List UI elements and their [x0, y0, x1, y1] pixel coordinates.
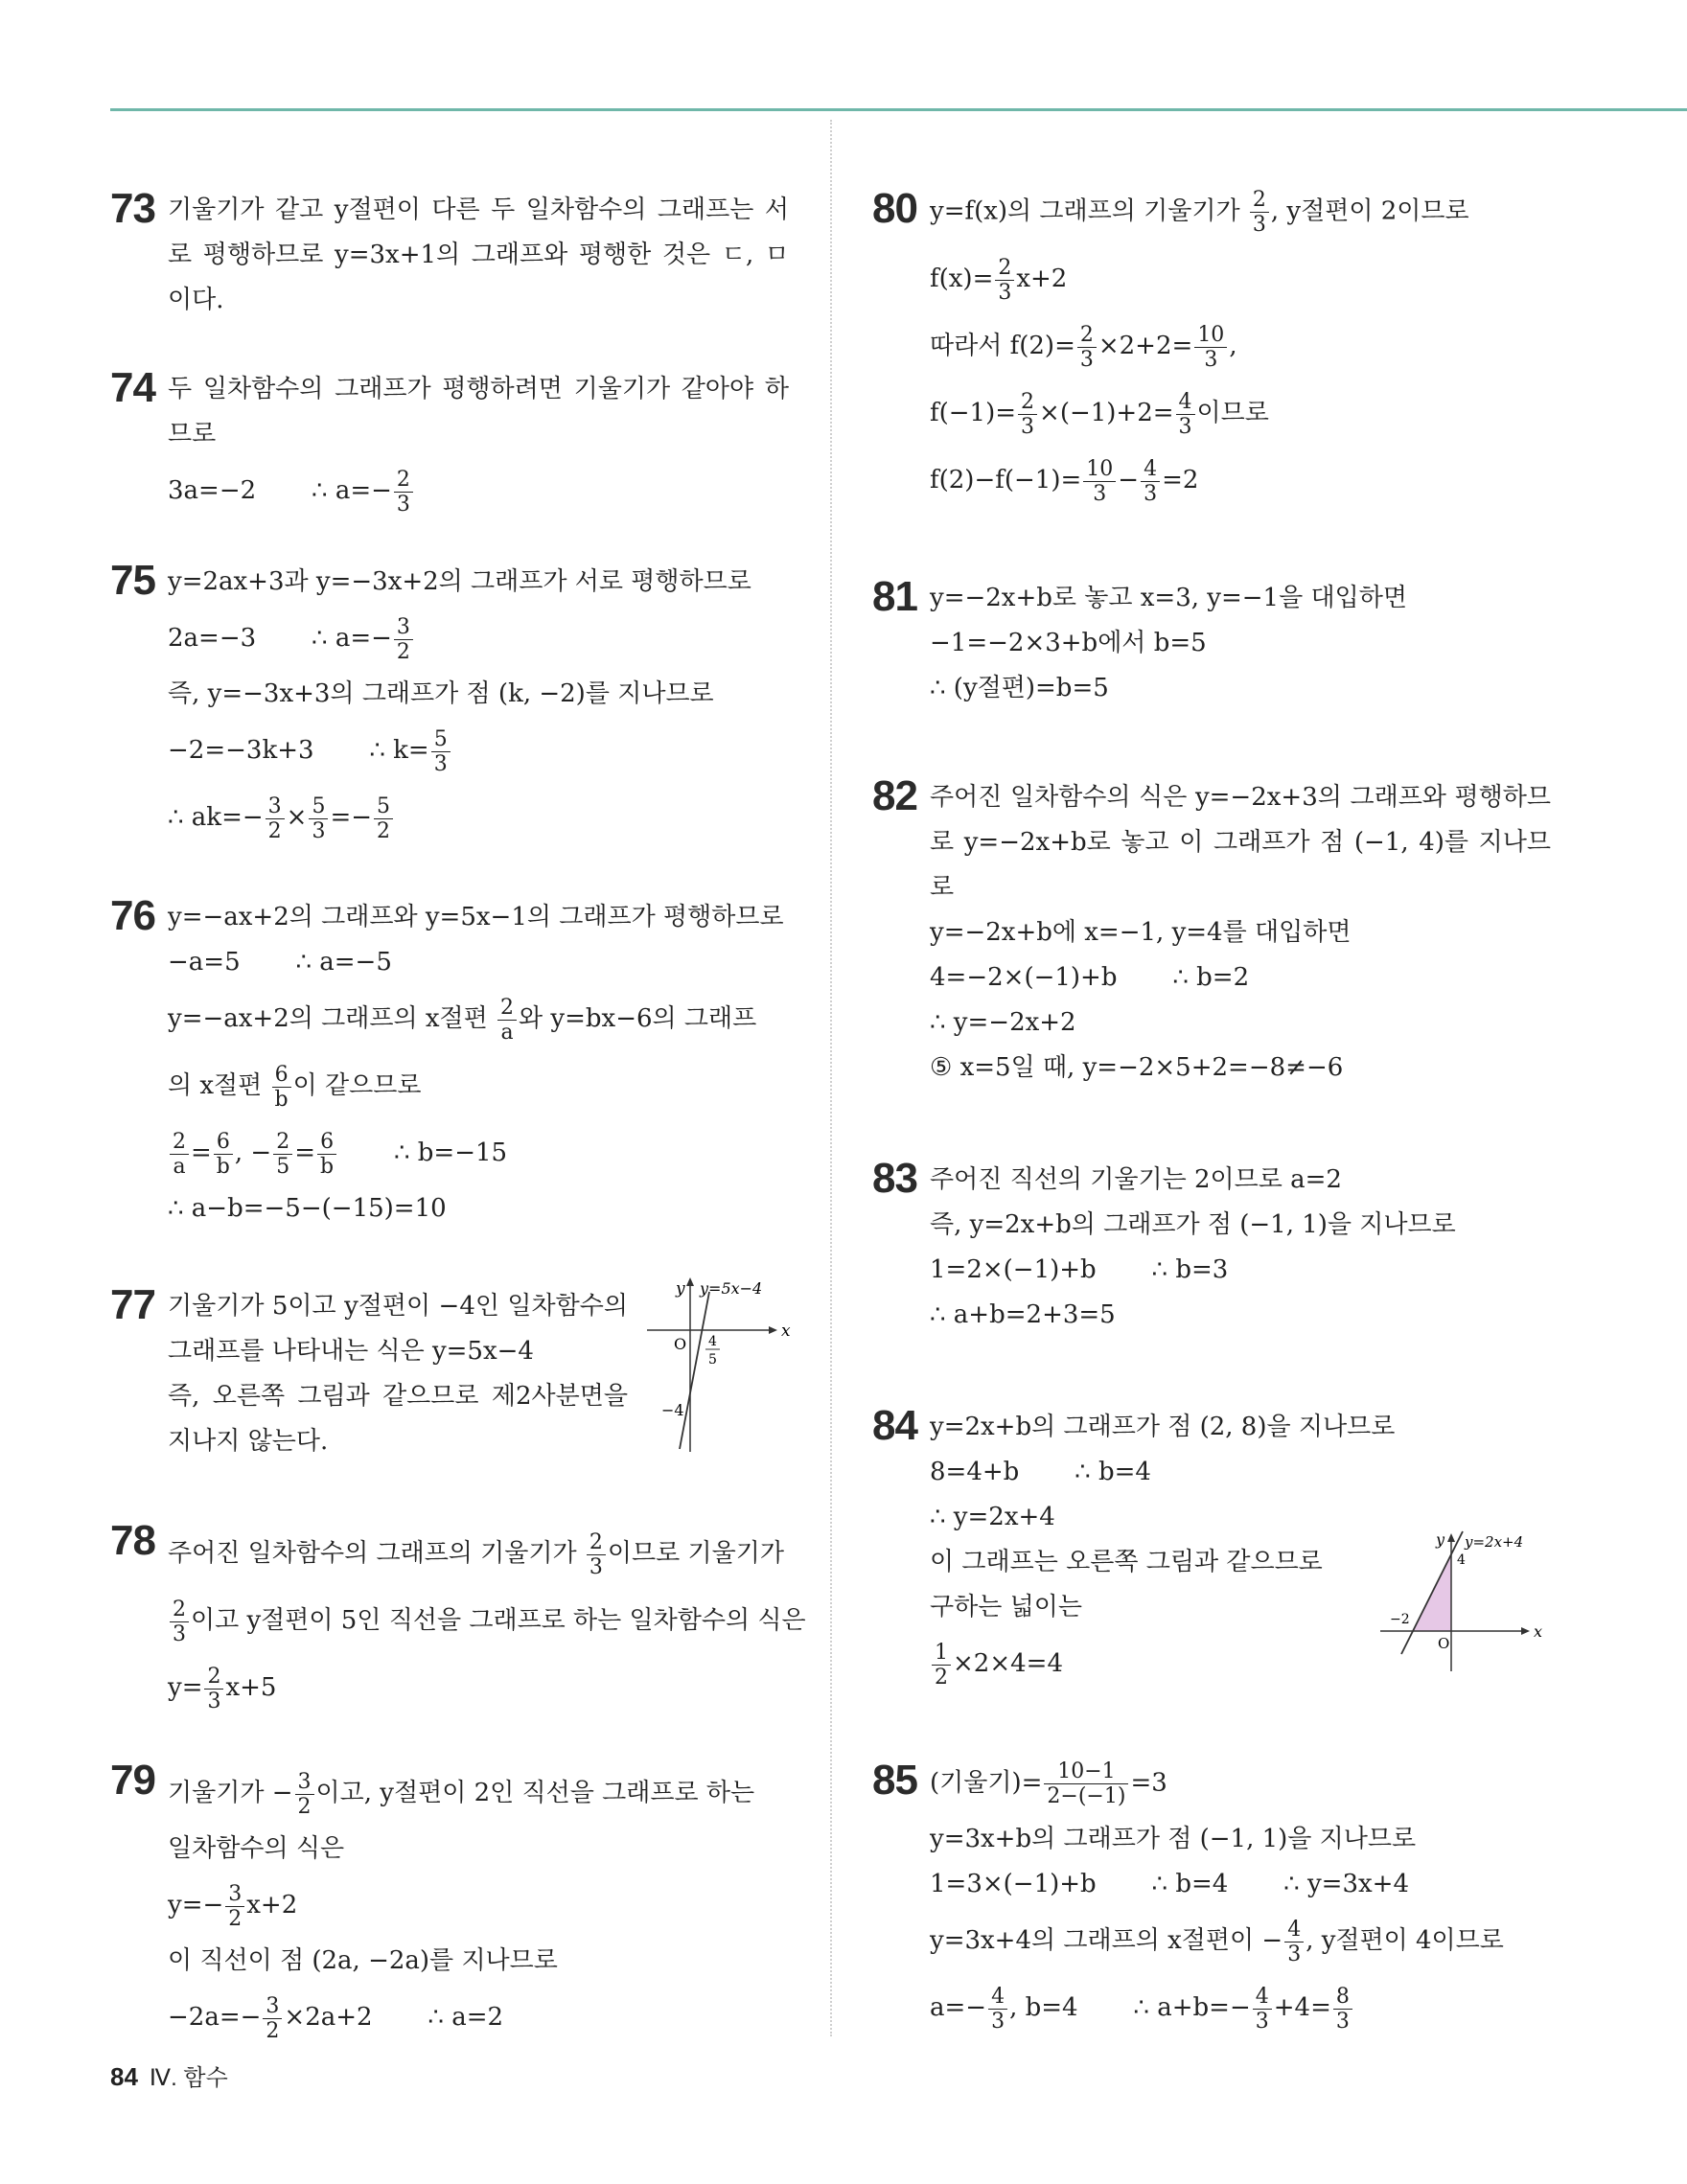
x-axis-arrow	[1521, 1627, 1530, 1635]
numerator: 10−1	[1044, 1759, 1128, 1784]
text: −2a=−	[168, 2003, 262, 2032]
fraction	[988, 1985, 1007, 2034]
numerator: 4	[988, 1985, 1007, 2010]
numerator: 10	[1194, 323, 1227, 348]
problem-number: 77	[110, 1281, 155, 1328]
denominator: 3	[1255, 2009, 1269, 2034]
text: x+2	[246, 1891, 298, 1920]
text: −	[1118, 466, 1140, 494]
denominator: 3	[1144, 481, 1158, 506]
solution-line	[930, 245, 1551, 312]
problem-body	[930, 188, 1551, 514]
solution-line: ∴ y=2x+4	[930, 1503, 1055, 1531]
fraction	[317, 1130, 336, 1179]
problem-number: 79	[110, 1757, 155, 1804]
denominator: a	[500, 1020, 514, 1045]
solution-line	[168, 1520, 789, 1587]
solution-line	[168, 1587, 806, 1654]
problem-number: 78	[110, 1517, 155, 1564]
solution-line	[930, 312, 1551, 379]
numerator: 3	[295, 1770, 314, 1795]
text: y=−ax+2의 그래프의 x절편	[168, 1004, 497, 1033]
denominator: 3	[998, 280, 1012, 305]
solution-line	[930, 447, 1551, 514]
solution-line	[168, 784, 789, 851]
fraction	[1083, 457, 1116, 506]
denominator: 3	[1335, 2009, 1350, 2034]
solution-line: ∴ (y절편)=b=5	[930, 674, 1109, 702]
problem-body	[930, 1759, 1551, 2041]
text: 의 x절편	[168, 1071, 270, 1100]
fraction	[1018, 390, 1037, 439]
numerator: 1	[932, 1641, 951, 1666]
text: =−	[330, 803, 373, 832]
numerator: 3	[263, 1994, 282, 2019]
denominator: 3	[589, 1554, 603, 1579]
fraction	[1194, 323, 1227, 372]
numerator: 2	[1077, 323, 1097, 348]
fraction	[587, 1530, 606, 1579]
text: y=f(x)의 그래프의 기울기가	[930, 196, 1248, 226]
text: , y절편이 4이므로	[1306, 1926, 1504, 1955]
denominator: 2	[266, 2018, 280, 2043]
solution-line: 구하는 넓이는	[930, 1593, 1082, 1621]
numerator: 2	[587, 1530, 606, 1555]
numerator: 2	[497, 996, 517, 1021]
problem-body	[168, 1520, 806, 1721]
solution-line	[168, 1654, 789, 1721]
numerator: 8	[1333, 1985, 1352, 2010]
numerator: 4	[1141, 457, 1160, 482]
solution-line	[930, 1907, 1551, 1974]
numerator: 2	[995, 256, 1014, 281]
denominator: 3	[1178, 414, 1192, 439]
origin-label: O	[1438, 1635, 1450, 1652]
solution-line	[168, 1759, 789, 1827]
graph-equation: y=2x+4	[1465, 1533, 1524, 1551]
problem-number: 84	[872, 1402, 917, 1449]
problem-body	[930, 775, 1551, 1091]
text: (기울기)=	[930, 1768, 1043, 1798]
numerator: 2	[394, 468, 413, 493]
solution-line	[930, 1759, 1551, 1817]
solution-line: 주어진 일차함수의 식은 y=−2x+3의 그래프와 평행하므로 y=−2x+b로 놓고 이 그래프가 점 (−1, 4)를 지나므로	[930, 783, 1551, 902]
text: y=	[168, 1673, 203, 1702]
denominator: b	[320, 1154, 335, 1179]
denominator: 3	[1079, 347, 1094, 372]
problem-number: 82	[872, 772, 917, 819]
graph-84	[1380, 1529, 1553, 1673]
text: 이고, y절편이 2인 직선을 그래프로 하는	[315, 1779, 755, 1807]
denominator: 3	[1093, 481, 1107, 506]
denominator: 2	[935, 1665, 948, 1690]
text: f(−1)=	[930, 399, 1017, 427]
fraction	[225, 1882, 244, 1931]
text: ×2a+2 ∴ a=2	[284, 2003, 504, 2032]
solution-line: y=−2x+b에 x=−1, y=4를 대입하면	[930, 918, 1352, 947]
problem-body	[930, 576, 1551, 711]
graph-equation: y=5x−4	[700, 1279, 763, 1298]
fraction	[394, 468, 413, 517]
fraction	[1253, 1985, 1272, 2034]
text: a=−	[930, 1993, 987, 2022]
solution-line	[930, 1974, 1551, 2041]
denominator: 2−(−1)	[1047, 1784, 1126, 1808]
text: −2=−3k+3 ∴ k=	[168, 736, 429, 765]
x-axis-arrow	[769, 1326, 777, 1334]
numerator: 10	[1083, 457, 1116, 482]
graph-line	[680, 1292, 709, 1449]
denominator: 2	[377, 818, 391, 843]
solution-line	[168, 985, 789, 1052]
numerator: 2	[170, 1130, 189, 1155]
text: ,	[1229, 332, 1237, 360]
problem-number: 75	[110, 557, 155, 604]
denominator: 3	[173, 1621, 186, 1646]
graph-line	[1401, 1531, 1463, 1654]
solution-line: y=−2x+b로 놓고 x=3, y=−1을 대입하면	[930, 584, 1407, 612]
numerator: 5	[431, 727, 451, 752]
solution-line	[168, 1052, 789, 1119]
solution-line: 1=3×(−1)+b ∴ b=4 ∴ y=3x+4	[930, 1870, 1409, 1898]
text: =2	[1162, 466, 1199, 494]
numerator: 6	[272, 1063, 291, 1088]
denominator: 3	[1021, 414, 1035, 439]
fraction	[295, 1770, 314, 1819]
solution-line: y=−ax+2의 그래프와 y=5x−1의 그래프가 평행하므로	[168, 903, 784, 931]
solution-line	[168, 457, 789, 524]
denominator: b	[274, 1087, 289, 1112]
numerator: 5	[309, 794, 328, 819]
solution-line: 즉, 오른쪽 그림과 같으므로 제2사분면을 지나지 않는다.	[168, 1382, 628, 1456]
solution-line: 이 그래프는 오른쪽 그림과 같으므로	[930, 1548, 1323, 1576]
text: ∴ ak=−	[168, 803, 264, 832]
text: , −	[234, 1138, 272, 1167]
problem-body	[168, 367, 789, 524]
numerator: 3	[266, 794, 285, 819]
text: 이 같으므로	[292, 1071, 422, 1100]
text: x+5	[225, 1673, 277, 1702]
denominator: 3	[396, 492, 410, 517]
numerator: 6	[317, 1130, 336, 1155]
fraction	[932, 1641, 951, 1690]
solution-line	[168, 1984, 789, 2051]
problem-body	[168, 188, 789, 323]
problem-body	[168, 560, 789, 851]
x-axis-label: x	[781, 1322, 791, 1341]
solution-line: −1=−2×3+b에서 b=5	[930, 629, 1207, 657]
numerator: 3	[225, 1882, 244, 1907]
solution-line	[168, 1872, 789, 1939]
y-intercept-label: 4	[1457, 1552, 1466, 1568]
fraction	[1141, 457, 1160, 506]
x-intercept-numerator: 4	[708, 1334, 717, 1349]
numerator: 2	[170, 1598, 189, 1622]
solution-line: 주어진 직선의 기울기는 2이므로 a=2	[930, 1165, 1342, 1194]
text: =	[294, 1138, 316, 1167]
text: 따라서 f(2)=	[930, 332, 1075, 360]
fraction	[214, 1130, 233, 1179]
numerator: 2	[273, 1130, 292, 1155]
numerator: 4	[1253, 1985, 1272, 2010]
fraction	[170, 1598, 189, 1646]
solution-line: ∴ y=−2x+2	[930, 1008, 1076, 1037]
solution-line: 즉, y=−3x+3의 그래프가 점 (k, −2)를 지나므로	[168, 679, 714, 708]
text: 2a=−3 ∴ a=−	[168, 624, 392, 653]
fraction	[273, 1130, 292, 1179]
fraction	[1250, 188, 1269, 237]
solution-line: 일차함수의 식은	[168, 1834, 345, 1863]
problem-number: 80	[872, 185, 917, 232]
page-footer	[110, 2058, 228, 2092]
solution-line: 이 직선이 점 (2a, −2a)를 지나므로	[168, 1946, 558, 1975]
fraction	[1176, 390, 1195, 439]
solution-line: y=2ax+3과 y=−3x+2의 그래프가 서로 평행하므로	[168, 567, 751, 596]
section-title: Ⅳ. 함수	[149, 2065, 228, 2091]
problem-number: 81	[872, 573, 917, 620]
problem-number: 74	[110, 364, 155, 411]
numerator: 4	[1176, 390, 1195, 415]
graph-77	[647, 1275, 791, 1457]
text: y=3x+4의 그래프의 x절편이 −	[930, 1926, 1283, 1955]
text: , b=4 ∴ a+b=−	[1009, 1993, 1251, 2022]
numerator: 5	[374, 794, 393, 819]
text: 이므로 기울기가	[607, 1539, 784, 1568]
text: f(2)−f(−1)=	[930, 466, 1082, 494]
page-number: 84	[110, 2062, 138, 2091]
solution-line: 즉, y=2x+b의 그래프가 점 (−1, 1)을 지나므로	[930, 1210, 1456, 1239]
solution-line: 1=2×(−1)+b ∴ b=3	[930, 1255, 1229, 1284]
fraction	[204, 1665, 223, 1713]
denominator: 3	[312, 818, 326, 843]
denominator: 3	[207, 1689, 221, 1713]
text: +4=	[1273, 1993, 1331, 2022]
text: 이고 y절편이 5인 직선을 그래프로 하는 일차함수의 식은	[191, 1606, 806, 1635]
fraction	[497, 996, 517, 1045]
fraction	[374, 794, 393, 843]
fraction	[1077, 323, 1097, 372]
denominator: 2	[228, 1906, 243, 1931]
solution-line: ∴ a−b=−5−(−15)=10	[168, 1194, 447, 1223]
solution-line: 기울기가 같고 y절편이 다른 두 일차함수의 그래프는 서로 평행하므로 y=3x+1의 그래프와 평행한 것은 ㄷ, ㅁ이다.	[168, 195, 789, 314]
problem-body	[168, 895, 789, 1231]
solution-line: y=2x+b의 그래프가 점 (2, 8)을 지나므로	[930, 1413, 1396, 1441]
problem-body	[168, 1759, 789, 2051]
problem-number: 73	[110, 185, 155, 232]
denominator: 3	[991, 2009, 1005, 2034]
x-intercept-label: −2	[1390, 1612, 1410, 1627]
y-axis-arrow	[686, 1277, 694, 1286]
solution-line	[168, 605, 789, 672]
text: f(x)=	[930, 264, 994, 293]
column-divider	[830, 120, 832, 2036]
solution-line: 4=−2×(−1)+b ∴ b=2	[930, 963, 1250, 992]
y-axis-label: y	[676, 1279, 685, 1299]
solution-line	[168, 717, 789, 784]
denominator: 2	[396, 639, 410, 664]
text: ×2×4=4	[953, 1649, 1063, 1678]
denominator: 3	[433, 751, 448, 776]
fraction	[170, 1130, 189, 1179]
solution-line: y=3x+b의 그래프가 점 (−1, 1)을 지나므로	[930, 1825, 1417, 1853]
text: ×2+2=	[1098, 332, 1193, 360]
fraction	[266, 794, 285, 843]
fraction	[394, 615, 413, 664]
solution-line: 8=4+b ∴ b=4	[930, 1458, 1151, 1486]
solution-line: ∴ a+b=2+3=5	[930, 1300, 1116, 1329]
problem-number: 76	[110, 892, 155, 939]
origin-label: O	[674, 1335, 687, 1353]
fraction	[1333, 1985, 1352, 2034]
fraction	[309, 794, 328, 843]
problem-number: 85	[872, 1757, 917, 1804]
y-axis-arrow	[1447, 1533, 1455, 1542]
solution-line: ⑤ x=5일 때, y=−2×5+2=−8≠−6	[930, 1053, 1344, 1082]
text: ×(−1)+2=	[1039, 399, 1174, 427]
solution-line: 기울기가 5이고 y절편이 −4인 일차함수의 그래프를 나타내는 식은 y=5x−4	[168, 1292, 628, 1366]
text: =3	[1130, 1768, 1167, 1798]
solution-line	[930, 188, 1551, 245]
x-intercept-denominator: 5	[708, 1352, 717, 1368]
denominator: 3	[1204, 347, 1218, 372]
solution-line: −a=5 ∴ a=−5	[168, 948, 392, 977]
text: 3a=−2 ∴ a=−	[168, 476, 392, 505]
fraction	[995, 256, 1014, 305]
denominator: a	[173, 1154, 186, 1179]
fraction	[431, 727, 451, 776]
text: 와 y=bx−6의 그래프	[519, 1004, 757, 1033]
denominator: 3	[1287, 1942, 1302, 1966]
denominator: 5	[276, 1154, 290, 1179]
fraction	[263, 1994, 282, 2043]
y-axis-label: y	[1436, 1530, 1445, 1549]
denominator: 2	[297, 1794, 312, 1819]
numerator: 6	[214, 1130, 233, 1155]
text: 기울기가 −	[168, 1779, 293, 1807]
text: 이므로	[1196, 399, 1269, 427]
text: x+2	[1016, 264, 1068, 293]
numerator: 2	[1250, 188, 1269, 213]
text: ×	[286, 803, 308, 832]
text: , y절편이 2이므로	[1270, 196, 1469, 226]
problem-body	[930, 1158, 1551, 1338]
solution-line: 두 일차함수의 그래프가 평행하려면 기울기가 같아야 하므로	[168, 375, 789, 448]
numerator: 3	[394, 615, 413, 640]
denominator: b	[216, 1154, 230, 1179]
denominator: 2	[267, 818, 282, 843]
numerator: 2	[204, 1665, 223, 1690]
solution-line	[168, 1119, 789, 1186]
x-axis-label: x	[1534, 1622, 1543, 1641]
denominator: 3	[1252, 213, 1266, 237]
solution-line	[930, 379, 1551, 447]
y-intercept-label: −4	[661, 1401, 684, 1419]
problem-number: 83	[872, 1155, 917, 1202]
fraction	[272, 1063, 291, 1112]
fraction	[1044, 1759, 1128, 1808]
text: 주어진 일차함수의 그래프의 기울기가	[168, 1539, 585, 1568]
text: y=−	[168, 1891, 224, 1920]
numerator: 4	[1284, 1918, 1304, 1943]
numerator: 2	[1018, 390, 1037, 415]
top-rule	[110, 108, 1687, 111]
text: ∴ b=−15	[338, 1138, 508, 1167]
text: =	[191, 1138, 212, 1167]
fraction	[1284, 1918, 1304, 1966]
